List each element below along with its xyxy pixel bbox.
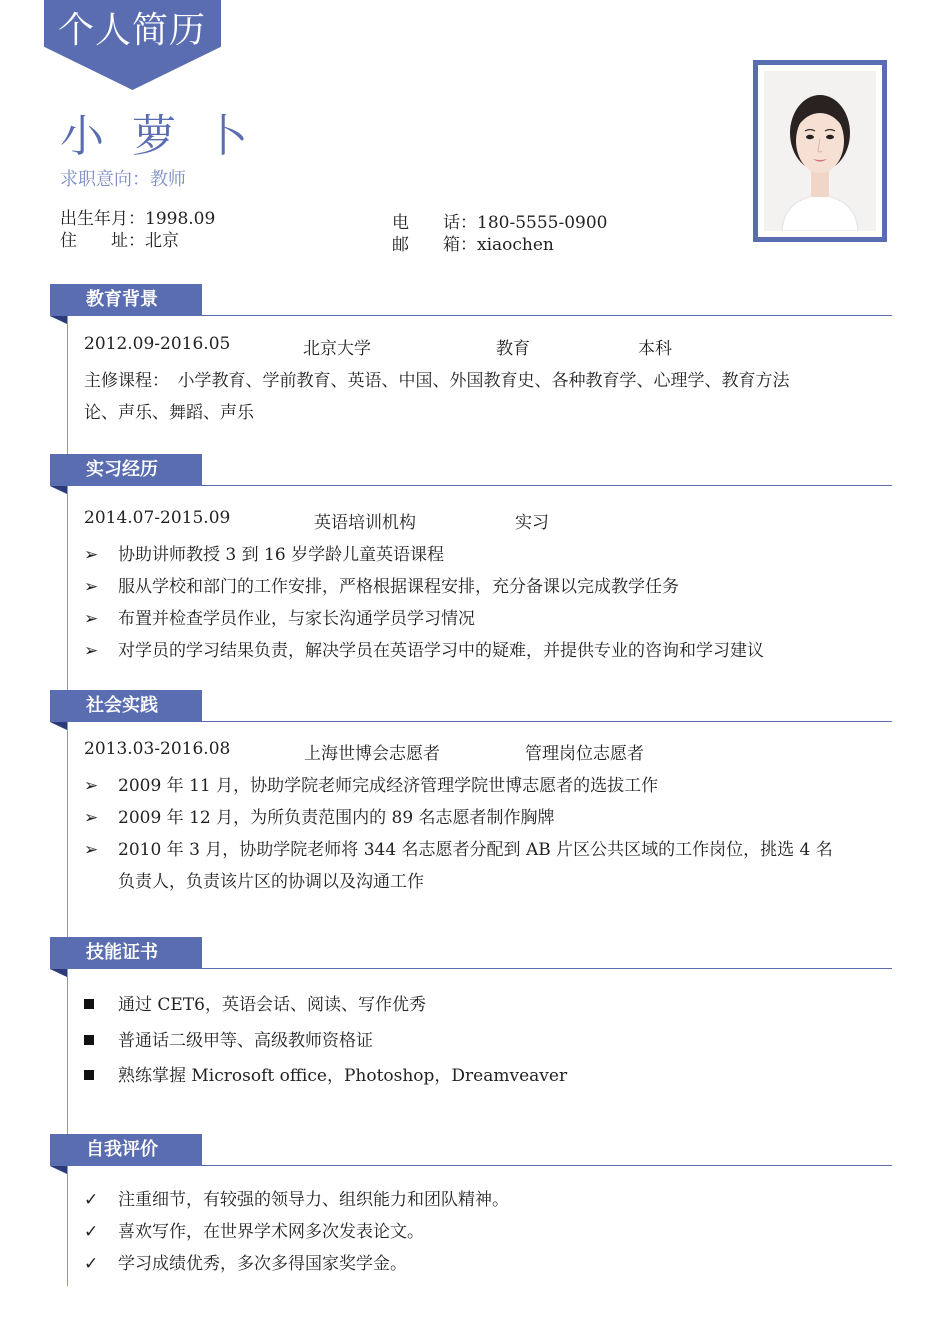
arrow-bullet-icon: ➢ bbox=[84, 840, 99, 860]
list-item: ➢ 对学员的学习结果负责，解决学员在英语学习中的疑难，并提供专业的咨询和学习建议 bbox=[84, 641, 764, 661]
edu-major: 教育 bbox=[496, 339, 530, 359]
section-fold bbox=[50, 969, 67, 977]
edu-courses-cont: 论、声乐、舞蹈、声乐 bbox=[84, 403, 254, 423]
check-bullet-icon: ✓ bbox=[84, 1190, 99, 1210]
check-bullet-icon: ✓ bbox=[84, 1222, 99, 1242]
list-item-cont: 负责人，负责该片区的协调以及沟通工作 bbox=[118, 872, 424, 892]
section-rule bbox=[202, 315, 892, 316]
list-item: 通过 CET6，英语会话、阅读、写作优秀 bbox=[84, 990, 426, 1015]
arrow-bullet-icon: ➢ bbox=[84, 776, 99, 796]
section-title: 教育背景 bbox=[50, 284, 202, 316]
section-fold bbox=[50, 486, 67, 494]
email: 邮 箱：xiaochen bbox=[392, 235, 554, 255]
list-item: ✓ 注重细节，有较强的领导力、组织能力和团队精神。 bbox=[84, 1190, 509, 1210]
section-title: 社会实践 bbox=[50, 690, 202, 722]
section-practice-header bbox=[50, 690, 892, 730]
list-item: ➢ 协助讲师教授 3 到 16 岁学龄儿童英语课程 bbox=[84, 545, 445, 565]
section-rule bbox=[202, 485, 892, 486]
square-bullet-icon bbox=[84, 1035, 94, 1045]
section-skills-header bbox=[50, 937, 892, 977]
list-item: 熟练掌握 Microsoft office，Photoshop，Dreamveaver bbox=[84, 1061, 567, 1086]
arrow-bullet-icon: ➢ bbox=[84, 808, 99, 828]
section-fold bbox=[50, 316, 67, 324]
list-item: ✓ 喜欢写作，在世界学术网多次发表论文。 bbox=[84, 1222, 424, 1242]
address: 住 址：北京 bbox=[60, 231, 179, 251]
section-education-header bbox=[50, 284, 892, 324]
section-fold bbox=[50, 1166, 67, 1174]
check-bullet-icon: ✓ bbox=[84, 1254, 99, 1274]
square-bullet-icon bbox=[84, 1070, 94, 1080]
edu-school: 北京大学 bbox=[303, 339, 371, 359]
section-self-eval-header bbox=[50, 1134, 892, 1174]
job-intent: 求职意向：教师 bbox=[60, 169, 186, 190]
section-title: 技能证书 bbox=[50, 937, 202, 969]
practice-role: 管理岗位志愿者 bbox=[525, 744, 644, 764]
section-rule bbox=[202, 968, 892, 969]
edu-courses: 主修课程： 小学教育、学前教育、英语、中国、外国教育史、各种教育学、心理学、教育方法 bbox=[84, 371, 790, 391]
edu-degree: 本科 bbox=[638, 339, 672, 359]
arrow-bullet-icon: ➢ bbox=[84, 641, 99, 661]
practice-org: 上海世博会志愿者 bbox=[304, 744, 440, 764]
arrow-bullet-icon: ➢ bbox=[84, 609, 99, 629]
section-internship-header bbox=[50, 454, 892, 494]
arrow-bullet-icon: ➢ bbox=[84, 545, 99, 565]
intern-period: 2014.07-2015.09 bbox=[84, 508, 231, 528]
profile-photo bbox=[764, 71, 876, 231]
section-title: 实习经历 bbox=[50, 454, 202, 486]
phone: 电 话：180-5555-0900 bbox=[392, 213, 608, 233]
profile-photo-frame bbox=[753, 60, 887, 242]
portrait-illustration bbox=[764, 71, 876, 231]
list-item: ➢ 2009 年 12 月，为所负责范围内的 89 名志愿者制作胸牌 bbox=[84, 808, 555, 828]
list-item: ➢ 服从学校和部门的工作安排，严格根据课程安排，充分备课以完成教学任务 bbox=[84, 577, 679, 597]
list-item: ➢ 2009 年 11 月，协助学院老师完成经济管理学院世博志愿者的选拔工作 bbox=[84, 776, 659, 796]
section-title: 自我评价 bbox=[50, 1134, 202, 1166]
list-item: ✓ 学习成绩优秀，多次多得国家奖学金。 bbox=[84, 1254, 407, 1274]
list-item: ➢ 布置并检查学员作业，与家长沟通学员学习情况 bbox=[84, 609, 475, 629]
candidate-name: 小萝卜 bbox=[60, 111, 276, 162]
birth-date: 出生年月：1998.09 bbox=[60, 209, 216, 229]
section-fold bbox=[50, 722, 67, 730]
edu-period: 2012.09-2016.05 bbox=[84, 334, 231, 354]
section-rule bbox=[202, 721, 892, 722]
intern-org: 英语培训机构 bbox=[314, 513, 416, 533]
practice-period: 2013.03-2016.08 bbox=[84, 739, 231, 759]
list-item: ➢ 2010 年 3 月，协助学院老师将 344 名志愿者分配到 AB 片区公共区域的工作岗位，挑选 4 名 bbox=[84, 840, 833, 860]
square-bullet-icon bbox=[84, 999, 94, 1009]
list-item: 普通话二级甲等、高级教师资格证 bbox=[84, 1026, 373, 1051]
intern-role: 实习 bbox=[515, 513, 549, 533]
arrow-bullet-icon: ➢ bbox=[84, 577, 99, 597]
resume-title: 个人简历 bbox=[58, 10, 207, 51]
section-rule bbox=[202, 1165, 892, 1166]
